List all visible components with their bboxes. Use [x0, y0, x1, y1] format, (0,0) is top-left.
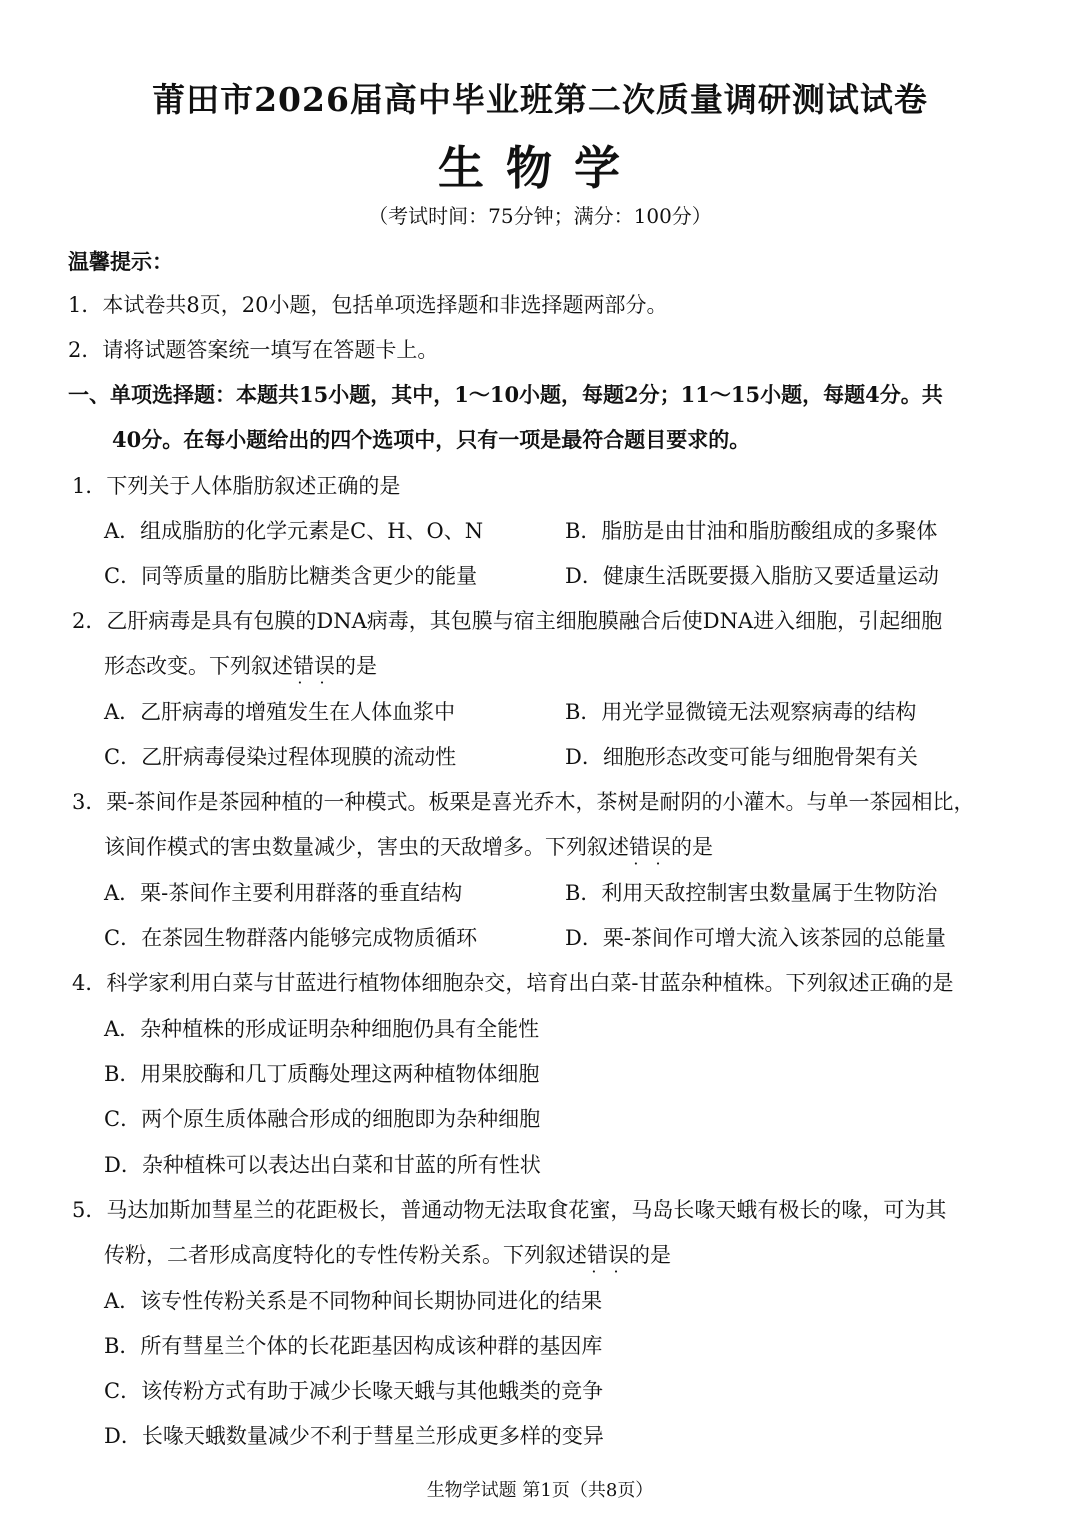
question-2-option-a: A．乙肝病毒的增殖发生在人体血浆中 [104, 700, 456, 724]
section-heading-cont: 40分。在每小题给出的四个选项中，只有一项是最符合题目要求的。 [112, 427, 751, 452]
question-1-option-b: B．脂肪是由甘油和脂肪酸组成的多聚体 [565, 519, 938, 543]
question-2-option-d: D．细胞形态改变可能与细胞骨架有关 [565, 745, 918, 769]
question-1-option-a: A．组成脂肪的化学元素是C、H、O、N [104, 519, 484, 543]
stem-text: 传粉，二者形成高度特化的专性传粉关系。下列叙述 [104, 1243, 587, 1267]
stem-text: 的是 [671, 835, 713, 859]
question-5-option-b: B．所有彗星兰个体的长花距基因构成该种群的基因库 [104, 1334, 603, 1358]
exam-info: （考试时间：75分钟；满分：100分） [368, 204, 712, 228]
question-2-stem: 2．乙肝病毒是具有包膜的DNA病毒，其包膜与宿主细胞膜融合后使DNA进入细胞，引起细胞 [72, 609, 943, 633]
question-2-option-c: C．乙肝病毒侵染过程体现膜的流动性 [104, 745, 457, 769]
question-5-option-d: D．长喙天蛾数量减少不利于彗星兰形成更多样的变异 [104, 1424, 604, 1448]
question-2-stem-cont [104, 650, 377, 680]
question-5-stem: 5．马达加斯加彗星兰的花距极长，普通动物无法取食花蜜，马岛长喙天蛾有极长的喙，可为其 [72, 1198, 947, 1222]
stem-text: 的是 [335, 654, 377, 678]
question-1-option-d: D．健康生活既要摄入脂肪又要适量运动 [565, 564, 939, 588]
subject-title: 生物学 [438, 141, 642, 195]
question-2-option-b: B．用光学显微镜无法观察病毒的结构 [565, 700, 917, 724]
stem-text: 该间作模式的害虫数量减少，害虫的天敌增多。下列叙述 [104, 835, 629, 859]
exam-title: 莆田市2026届高中毕业班第二次质量调研测试试卷 [152, 80, 928, 119]
question-3-option-c: C．在茶园生物群落内能够完成物质循环 [104, 926, 478, 950]
question-5-option-c: C．该传粉方式有助于减少长喙天蛾与其他蛾类的竞争 [104, 1379, 604, 1403]
emphasis-word: 错误 · · [629, 835, 671, 859]
tips-heading: 温馨提示： [68, 249, 173, 274]
stem-text: 的是 [629, 1243, 671, 1267]
tip-item-1: 1．本试卷共8页，20小题，包括单项选择题和非选择题两部分。 [68, 293, 668, 317]
question-4-option-a: A．杂种植株的形成证明杂种细胞仍具有全能性 [104, 1017, 540, 1041]
tip-item-2: 2．请将试题答案统一填写在答题卡上。 [68, 338, 439, 362]
question-1-stem: 1．下列关于人体脂肪叙述正确的是 [72, 474, 401, 498]
stem-text: 形态改变。下列叙述 [104, 654, 293, 678]
emphasis-word: 错误 · · [587, 1243, 629, 1267]
question-1-option-c: C．同等质量的脂肪比糖类含更少的能量 [104, 564, 478, 588]
question-3-option-b: B．利用天敌控制害虫数量属于生物防治 [565, 881, 938, 905]
question-5-option-a: A．该专性传粉关系是不同物种间长期协同进化的结果 [104, 1289, 603, 1313]
question-4-option-b: B．用果胶酶和几丁质酶处理这两种植物体细胞 [104, 1062, 540, 1086]
question-4-option-d: D．杂种植株可以表达出白菜和甘蓝的所有性状 [104, 1153, 541, 1177]
question-5-stem-cont [104, 1239, 671, 1269]
question-3-option-a: A．栗-茶间作主要利用群落的垂直结构 [104, 881, 463, 905]
question-4-stem: 4．科学家利用白菜与甘蓝进行植物体细胞杂交，培育出白菜-甘蓝杂种植株。下列叙述正确的是 [72, 971, 954, 995]
question-3-stem: 3．栗-茶间作是茶园种植的一种模式。板栗是喜光乔木，茶树是耐阴的小灌木。与单一茶园相比， [72, 790, 975, 814]
question-3-option-d: D．栗-茶间作可增大流入该茶园的总能量 [565, 926, 946, 950]
page-footer: 生物学试题 第1页（共8页） [426, 1480, 654, 1501]
question-3-stem-cont [104, 831, 713, 861]
question-4-option-c: C．两个原生质体融合形成的细胞即为杂种细胞 [104, 1107, 541, 1131]
section-heading: 一、单项选择题：本题共15小题，其中，1～10小题，每题2分；11～15小题，每题4分。共 [68, 382, 943, 407]
emphasis-word: 错误 · · [293, 654, 335, 678]
